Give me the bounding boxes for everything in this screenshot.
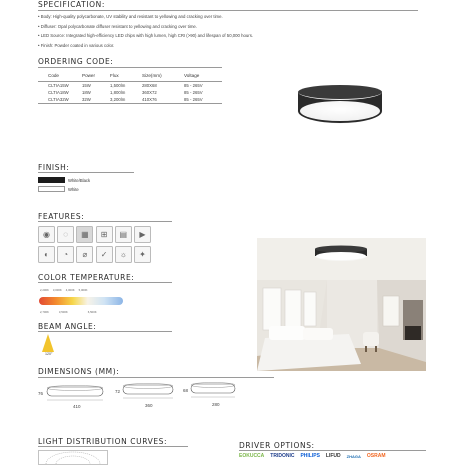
beam-angle-divider	[38, 331, 172, 332]
dim-width-label: 410	[73, 404, 81, 409]
table-row	[38, 81, 222, 89]
temp-label: 5,000K	[78, 288, 88, 292]
temp-label: 3,500K	[58, 310, 68, 314]
finish-option-white-black	[38, 177, 90, 183]
temp-label: 2,700K	[40, 310, 49, 314]
logo-tridonic: TRIDONIC	[270, 453, 295, 459]
header-size: Size(mm)	[142, 73, 162, 79]
lightbulb-icon: ◌	[57, 226, 74, 243]
ip-rating-icon: ◉	[38, 226, 55, 243]
spec-item-diffuser: • Diffuser: Opal polycarbonate diffuser resistant to yellowing and cracking over time.	[38, 23, 197, 29]
warranty-icon: ✦	[134, 246, 151, 263]
cell-power: 15W	[82, 82, 91, 88]
header-power: Power	[82, 73, 96, 79]
temp-label: 3,000K	[52, 288, 62, 292]
energy-icon: ▤	[115, 226, 132, 243]
logo-osram: OSRAM	[366, 453, 386, 459]
driver-logos	[239, 453, 392, 459]
cell-voltage: 85 - 265V	[184, 82, 203, 88]
cell-flux: 1,500lm	[110, 82, 126, 88]
led-chip-icon: ▦	[76, 226, 93, 243]
spec-item-finish: • Finish: Powder coated in various color.	[38, 42, 115, 48]
driver-icon: ⊞	[96, 226, 113, 243]
dim-width-label: 360	[145, 403, 153, 408]
spec-item-led-source: • LED Source: Integrated high-efficiency LED chips with high lumen, high CRI (>90) and lifespan of 50,000 hours.	[38, 33, 254, 38]
cell-power: 18W	[82, 89, 91, 95]
black-swatch	[38, 177, 65, 183]
specification-list	[38, 12, 338, 50]
product-fixture-image	[296, 84, 384, 126]
temp-label: 2,200K	[40, 288, 49, 292]
logo-lifud: LIFUD	[325, 453, 341, 459]
cell-code: CLTIA32W	[48, 97, 69, 103]
ordering-code-divider	[38, 67, 222, 68]
cell-voltage: 85 - 265V	[184, 89, 203, 95]
dim-width-label: 280	[212, 402, 220, 407]
cell-size: 360X72	[142, 89, 157, 95]
cell-size: 410X76	[142, 97, 157, 103]
logo-eokucca: EOKUCCA	[239, 453, 265, 459]
dimming-icon: ▶	[134, 226, 151, 243]
features-divider	[38, 221, 172, 222]
cell-voltage: 85 - 265V	[184, 97, 203, 103]
cell-code: CLTIA18W	[48, 89, 69, 95]
cell-power: 32W	[82, 97, 91, 103]
dimension-drawing-280	[190, 381, 236, 399]
specification-title: SPECIFICATION:	[38, 0, 106, 9]
room-photo	[257, 238, 426, 371]
color-temperature-title: COLOR TEMPERATURE:	[38, 273, 135, 282]
color-temp-bottom-labels	[40, 310, 101, 314]
dimensions-divider	[38, 377, 274, 378]
beam-icon: ◔	[57, 246, 74, 263]
color-temperature-divider	[38, 282, 172, 283]
finish-label: White/Black	[68, 177, 91, 183]
header-voltage: Voltage	[184, 73, 200, 79]
cri-icon: ◐	[38, 246, 55, 263]
light-distribution-divider	[38, 446, 188, 447]
color-temperature-gradient	[39, 297, 123, 305]
table-row	[38, 96, 222, 104]
features-grid	[38, 226, 178, 266]
dimension-drawing-410	[46, 384, 104, 402]
beam-angle-icon	[42, 334, 54, 352]
lifespan-icon: ⌀	[76, 246, 93, 263]
color-temp-top-labels	[40, 288, 92, 292]
finish-divider	[38, 172, 134, 173]
specification-divider	[38, 10, 418, 11]
cell-size: 280X68	[142, 82, 157, 88]
logo-philips: PHILIPS	[300, 453, 320, 459]
temperature-icon: ☼	[115, 246, 132, 263]
ordering-code-title: ORDERING CODE:	[38, 57, 114, 66]
room-scene-image	[257, 238, 426, 371]
cell-code: CLTIA15W	[48, 82, 69, 88]
ordering-table-header	[38, 71, 222, 81]
white-swatch	[38, 186, 65, 192]
temp-label: 6,500K	[87, 310, 97, 314]
table-row	[38, 89, 222, 97]
cell-flux: 1,800lm	[110, 89, 126, 95]
beam-angle-title: BEAM ANGLE:	[38, 322, 97, 331]
finish-label: White	[68, 186, 79, 192]
beam-angle-value: 120°	[45, 352, 53, 356]
finish-option-white	[38, 186, 79, 192]
features-title: FEATURES:	[38, 212, 85, 221]
light-distribution-title: LIGHT DISTRIBUTION CURVES:	[38, 437, 168, 446]
cell-flux: 3,200lm	[110, 97, 126, 103]
ordering-table	[38, 71, 222, 104]
temp-label: 4,000K	[65, 288, 75, 292]
spec-item-body: • Body: High-quality polycarbonate, UV stability and resistant to yellowing and cracking over time.	[38, 14, 223, 19]
dim-height-label: 76	[38, 391, 44, 396]
finish-title: FINISH:	[38, 163, 70, 172]
logo-zhaga: ZHAGA	[346, 453, 361, 459]
light-distribution-chart-icon	[38, 450, 108, 465]
dimension-drawing-360	[122, 382, 174, 400]
dimensions-title: DIMENSIONS (MM):	[38, 367, 120, 376]
header-code: Code	[48, 73, 59, 79]
dim-height-label: 72	[115, 389, 121, 394]
driver-options-title: DRIVER OPTIONS:	[239, 441, 315, 450]
dim-height-label: 68	[183, 388, 189, 393]
header-flux: Flux	[110, 73, 119, 79]
certification-icon: ✓	[96, 246, 113, 263]
driver-options-divider	[239, 450, 426, 451]
